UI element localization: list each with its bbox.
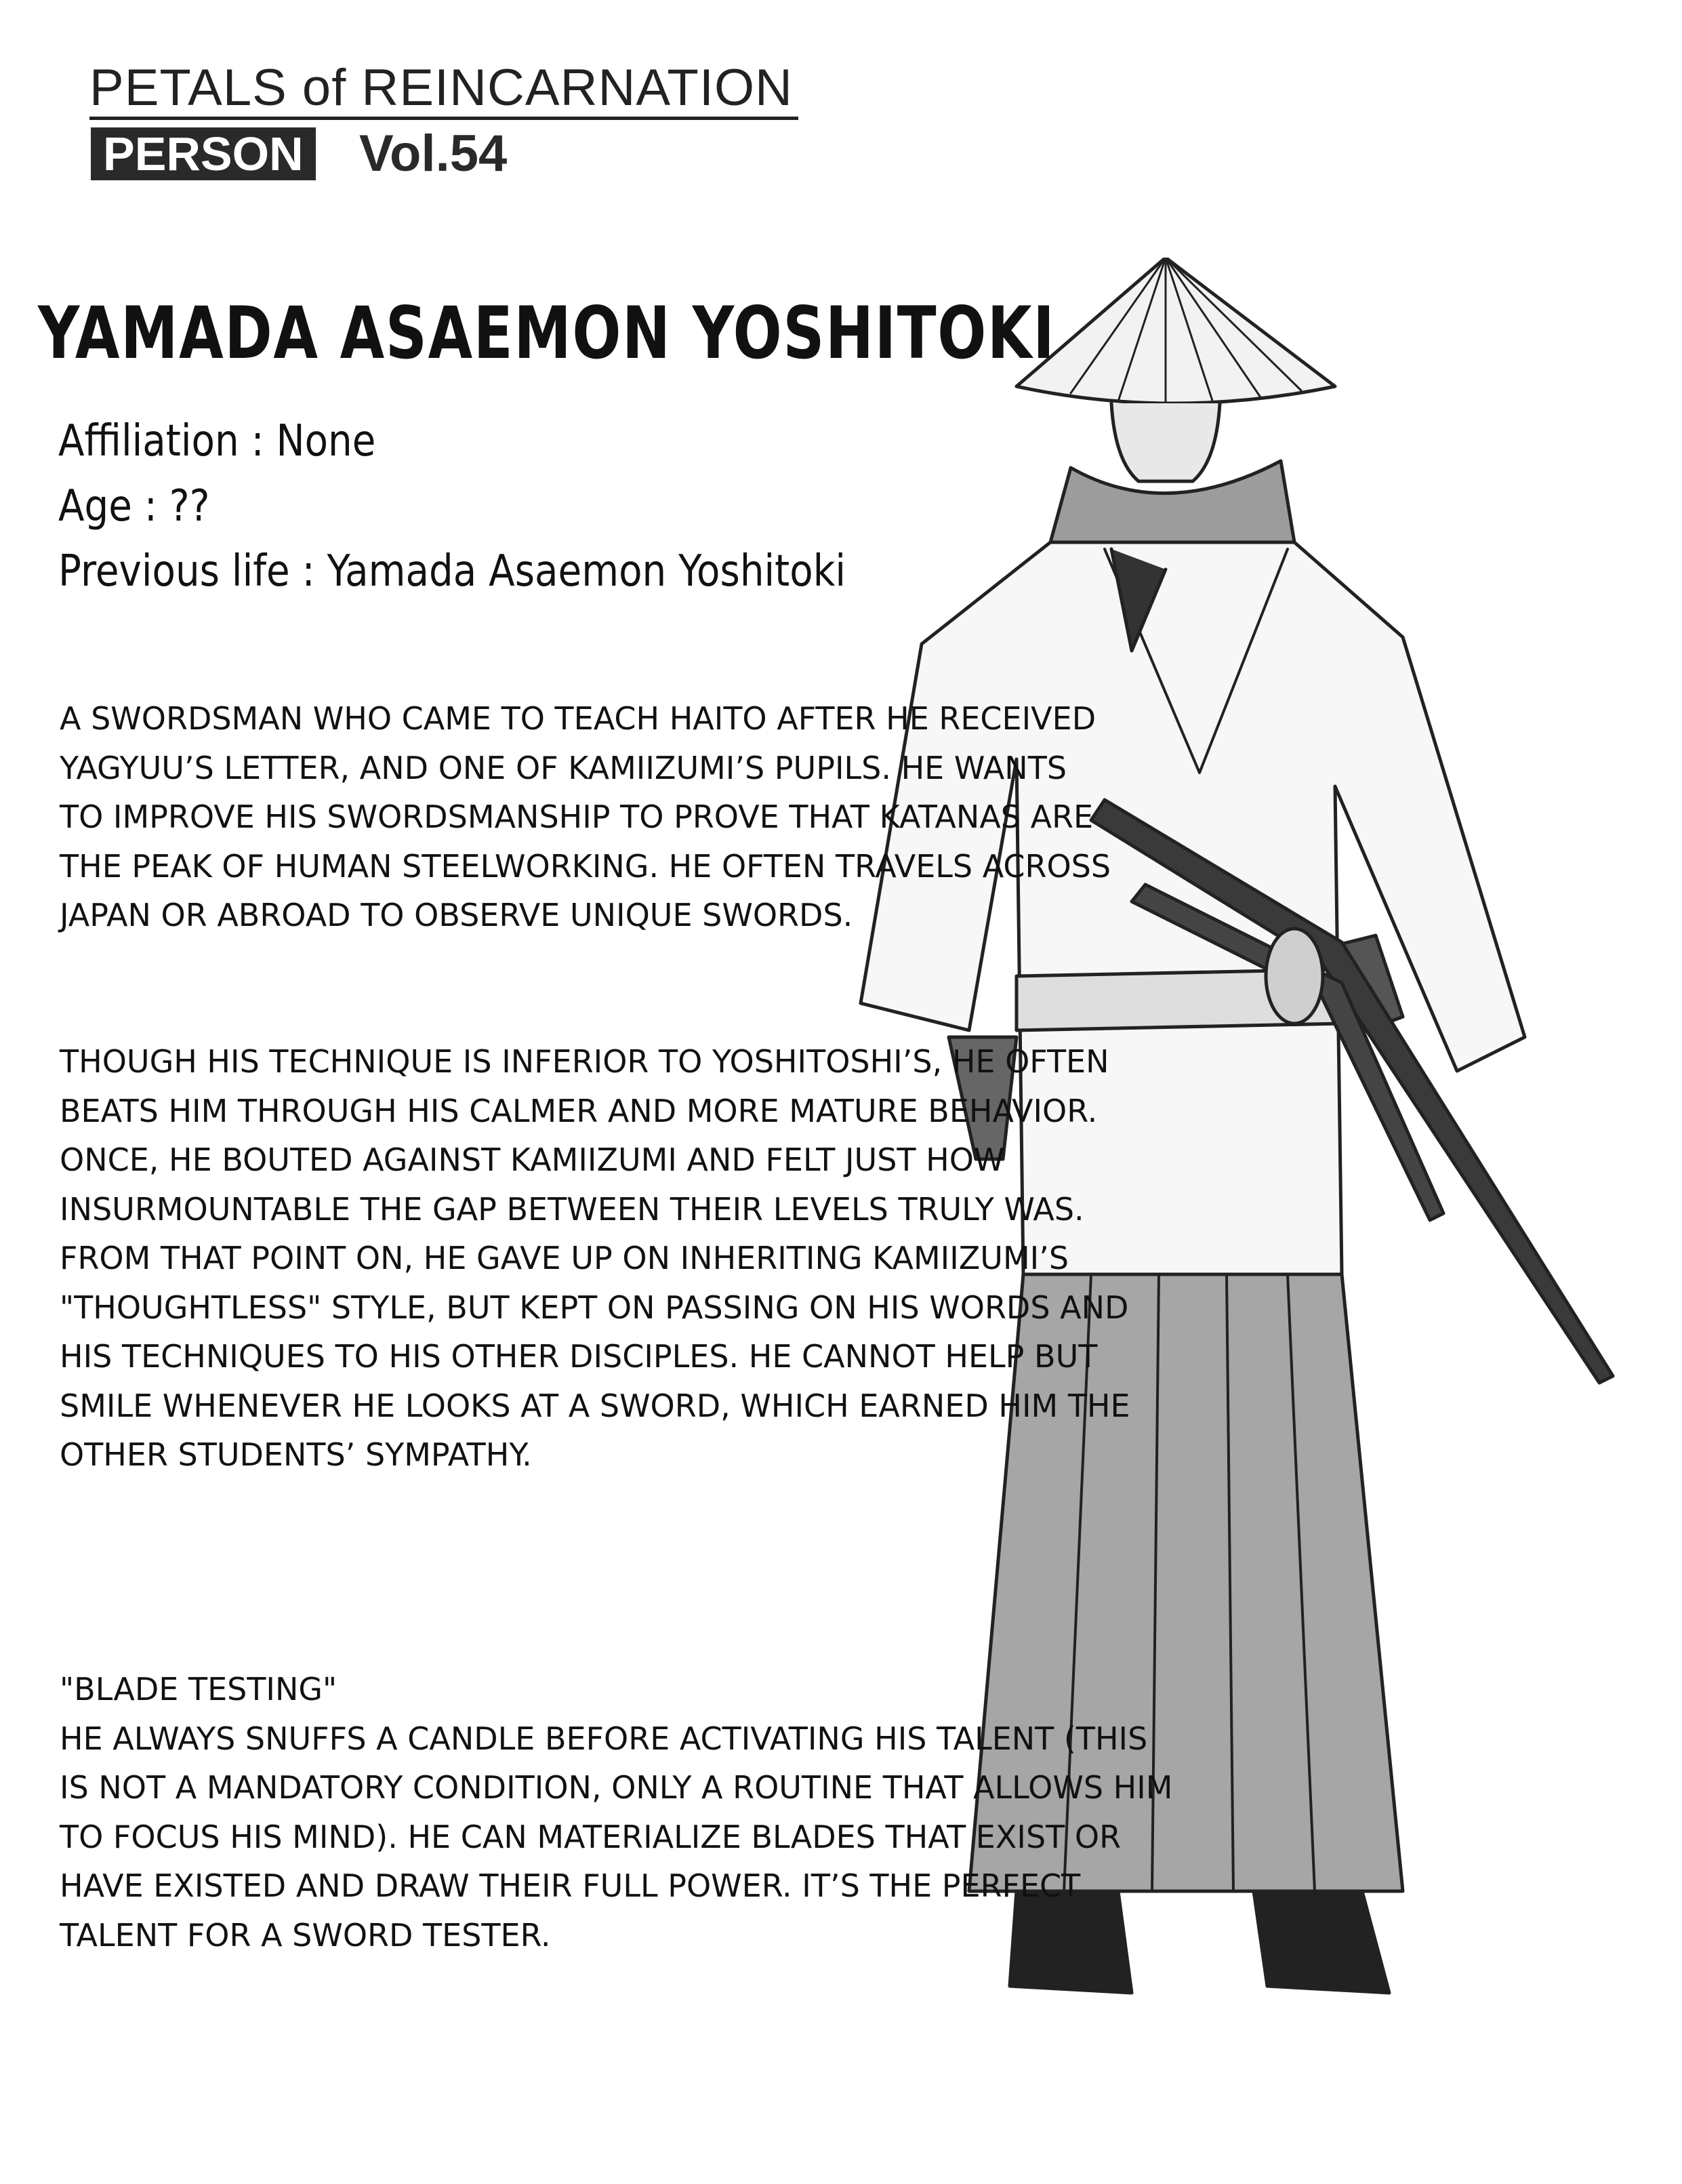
character-name: YAMADA ASAEMON YOSHITOKI xyxy=(38,291,1056,375)
previous-life-line: Previous life : Yamada Asaemon Yoshitoki xyxy=(58,546,846,596)
talent-description: HE ALWAYS SNUFFS A CANDLE BEFORE ACTIVATING HIS TALENT (THIS IS NOT A MANDATORY CONDITION, ONLY A ROUTINE THAT ALLOWS HIM TO FOCUS HIS MIND). HE CAN MATERIALIZE BLADES THAT EXIST OR HAVE EXISTED AND DRAW THEIR FULL POWER. IT’S THE PERFECT TALENT FOR A SWORD TESTER. xyxy=(60,1720,1173,1954)
talent-title: "BLADE TESTING" xyxy=(60,1671,337,1707)
right-foot xyxy=(1254,1891,1389,1993)
talent-section xyxy=(60,1665,1185,1960)
title-divider xyxy=(89,117,798,120)
age-line: Age : ?? xyxy=(58,481,210,531)
bio-paragraph: A SWORDSMAN WHO CAME TO TEACH HAITO AFTER HE RECEIVED YAGYUU’S LETTER, AND ONE OF KAMIIZUMI’S PUPILS. HE WANTS TO IMPROVE HIS SWORDSMANSHIP TO PROVE THAT KATANAS ARE THE PEAK OF HUMAN STEELWORKING. HE OFTEN TRAVELS ACROSS JAPAN OR ABROAD TO OBSERVE UNIQUE SWORDS. xyxy=(60,700,1111,933)
technique-paragraph: THOUGH HIS TECHNIQUE IS INFERIOR TO YOSHITOSHI’S, HE OFTEN BEATS HIM THROUGH HIS CALMER AND MORE MATURE BEHAVIOR. ONCE, HE BOUTED AGAINST KAMIIZUMI AND FELT JUST HOW INSURMOUNTABLE THE GAP BETWEEN THEIR LEVELS TRULY WAS. FROM THAT POINT ON, HE GAVE UP ON INHERITING KAMIIZUMI’S "THOUGHTLESS" STYLE, BUT KEPT ON PASSING ON HIS WORDS AND HIS TECHNIQUES TO HIS OTHER DISCIPLES. HE CANNOT HELP BUT SMILE WHENEVER HE LOOKS AT A SWORD, WHICH EARNED HIM THE OTHER STUDENTS’ SYMPATHY. xyxy=(60,1043,1130,1473)
face xyxy=(1111,403,1220,481)
series-title: PETALS of REINCARNATION xyxy=(89,59,793,117)
sword-guard xyxy=(1266,929,1323,1024)
person-badge: PERSON xyxy=(91,127,316,180)
affiliation-line: Affiliation : None xyxy=(58,416,376,466)
volume-label: Vol.54 xyxy=(359,125,508,182)
straw-hat xyxy=(1017,258,1335,403)
